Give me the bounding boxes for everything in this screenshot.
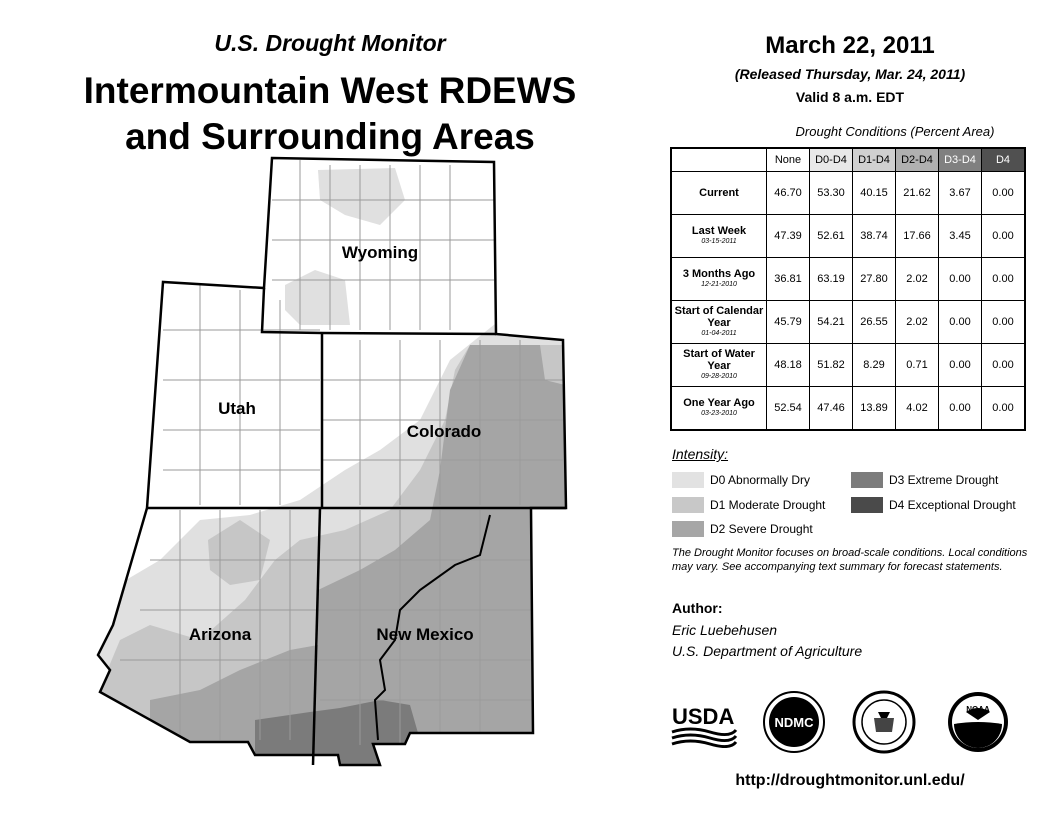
table-cell: 8.29: [853, 344, 896, 387]
row-label-text: 3 Months Ago: [682, 268, 756, 280]
legend-swatch-d1: [672, 497, 704, 513]
table-cell: 47.46: [810, 387, 853, 431]
legend-item-d2: [672, 521, 813, 537]
table-cell: 0.00: [939, 258, 982, 301]
row-label-text: One Year Ago: [683, 397, 755, 409]
table-cell: 0.00: [982, 301, 1026, 344]
table-cell: 51.82: [810, 344, 853, 387]
table-row: [671, 215, 1025, 258]
table-cell: 13.89: [853, 387, 896, 431]
column-header: D4: [982, 148, 1026, 172]
legend-swatch-d2: [672, 521, 704, 537]
state-label-newmexico: New Mexico: [376, 625, 474, 644]
legend-item-d4: [851, 497, 1016, 513]
table-cell: 48.18: [767, 344, 810, 387]
table-cell: 0.00: [982, 215, 1026, 258]
table-row: [671, 301, 1025, 344]
table-cell: 2.02: [896, 301, 939, 344]
map-title-line1: Intermountain West RDEWS: [83, 70, 577, 111]
svg-text:USDA: USDA: [672, 704, 735, 729]
table-cell: 0.00: [982, 344, 1026, 387]
map-title: [20, 68, 640, 160]
row-label-text: Current: [699, 187, 739, 199]
table-row: [671, 258, 1025, 301]
ndmc-logo: [762, 690, 826, 754]
noaa-logo: [946, 690, 1010, 754]
state-label-utah: Utah: [218, 399, 256, 418]
row-date: 01-04-2011: [701, 330, 737, 337]
table-cell: 63.19: [810, 258, 853, 301]
row-label: [671, 301, 767, 344]
table-cell: 36.81: [767, 258, 810, 301]
legend-swatch-d3: [851, 472, 883, 488]
table-cell: 54.21: [810, 301, 853, 344]
state-label-colorado: Colorado: [406, 422, 482, 441]
commerce-seal-logo: [852, 690, 916, 754]
table-cell: 40.15: [853, 172, 896, 215]
row-label-text: Last Week: [691, 225, 747, 237]
table-cell: 17.66: [896, 215, 939, 258]
row-label: [671, 172, 767, 215]
legend-label-d3: D3 Extreme Drought: [889, 473, 999, 487]
release-date: (Released Thursday, Mar. 24, 2011): [734, 66, 966, 82]
legend-label-d4: D4 Exceptional Drought: [889, 498, 1016, 512]
map-supertitle: U.S. Drought Monitor: [214, 30, 446, 56]
table-cell: 46.70: [767, 172, 810, 215]
column-header: D3-D4: [939, 148, 982, 172]
column-header: D1-D4: [853, 148, 896, 172]
legend-item-d1: [672, 497, 825, 513]
map-title-line2: and Surrounding Areas: [125, 116, 535, 157]
state-label-wyoming: Wyoming: [341, 243, 419, 262]
table-caption: Drought Conditions (Percent Area): [795, 124, 995, 139]
table-corner: [671, 148, 767, 172]
svg-text:NOAA: NOAA: [966, 705, 990, 714]
table-header-row: [671, 148, 1025, 172]
table-cell: 0.71: [896, 344, 939, 387]
table-cell: 4.02: [896, 387, 939, 431]
table-cell: 0.00: [982, 258, 1026, 301]
table-row: [671, 172, 1025, 215]
table-row: [671, 387, 1025, 431]
table-cell: 52.54: [767, 387, 810, 431]
svg-text:NDMC: NDMC: [774, 715, 814, 730]
row-label: [671, 258, 767, 301]
table-cell: 0.00: [982, 387, 1026, 431]
author-name: Eric Luebehusen: [672, 622, 778, 638]
column-header: D0-D4: [810, 148, 853, 172]
legend-label-d0: D0 Abnormally Dry: [710, 473, 811, 487]
legend-item-d0: [672, 472, 810, 488]
source-url[interactable]: http://droughtmonitor.unl.edu/: [735, 772, 965, 789]
drought-conditions-table: [670, 147, 1026, 431]
column-header: D2-D4: [896, 148, 939, 172]
row-label: [671, 387, 767, 431]
disclaimer-note: The Drought Monitor focuses on broad-scale conditions. Local conditions may vary. See accompanying text summary for forecast statements.: [672, 547, 1028, 573]
legend-item-d3: [851, 472, 998, 488]
row-label: [671, 215, 767, 258]
table-cell: 2.02: [896, 258, 939, 301]
legend-swatch-d4: [851, 497, 883, 513]
table-cell: 45.79: [767, 301, 810, 344]
author-org: U.S. Department of Agriculture: [672, 643, 863, 659]
map-date: March 22, 2011: [765, 32, 935, 59]
table-cell: 47.39: [767, 215, 810, 258]
row-date: 03-15-2011: [701, 238, 737, 245]
legend-label-d1: D1 Moderate Drought: [710, 498, 826, 512]
author-heading: Author:: [672, 600, 723, 616]
table-cell: 0.00: [939, 387, 982, 431]
row-date: 09-28-2010: [701, 373, 737, 380]
table-row: [671, 344, 1025, 387]
row-label: [671, 344, 767, 387]
table-cell: 3.45: [939, 215, 982, 258]
table-cell: 0.00: [982, 172, 1026, 215]
legend-label-d2: D2 Severe Drought: [710, 522, 813, 536]
row-date: 03-23-2010: [701, 410, 737, 417]
row-label-text: Start of Water Year: [683, 348, 755, 372]
row-label-text: Start of Calendar Year: [674, 305, 764, 329]
table-cell: 3.67: [939, 172, 982, 215]
table-cell: 38.74: [853, 215, 896, 258]
usda-logo: [670, 700, 738, 748]
table-cell: 21.62: [896, 172, 939, 215]
table-cell: 0.00: [939, 344, 982, 387]
valid-time: Valid 8 a.m. EDT: [795, 89, 905, 105]
row-date: 12-21-2010: [701, 281, 737, 288]
column-header: None: [767, 148, 810, 172]
table-cell: 27.80: [853, 258, 896, 301]
legend-title: Intensity:: [672, 446, 729, 462]
state-label-arizona: Arizona: [188, 625, 252, 644]
table-cell: 0.00: [939, 301, 982, 344]
table-cell: 53.30: [810, 172, 853, 215]
table-cell: 52.61: [810, 215, 853, 258]
author-block: [672, 620, 862, 662]
table-cell: 26.55: [853, 301, 896, 344]
legend-swatch-d0: [672, 472, 704, 488]
